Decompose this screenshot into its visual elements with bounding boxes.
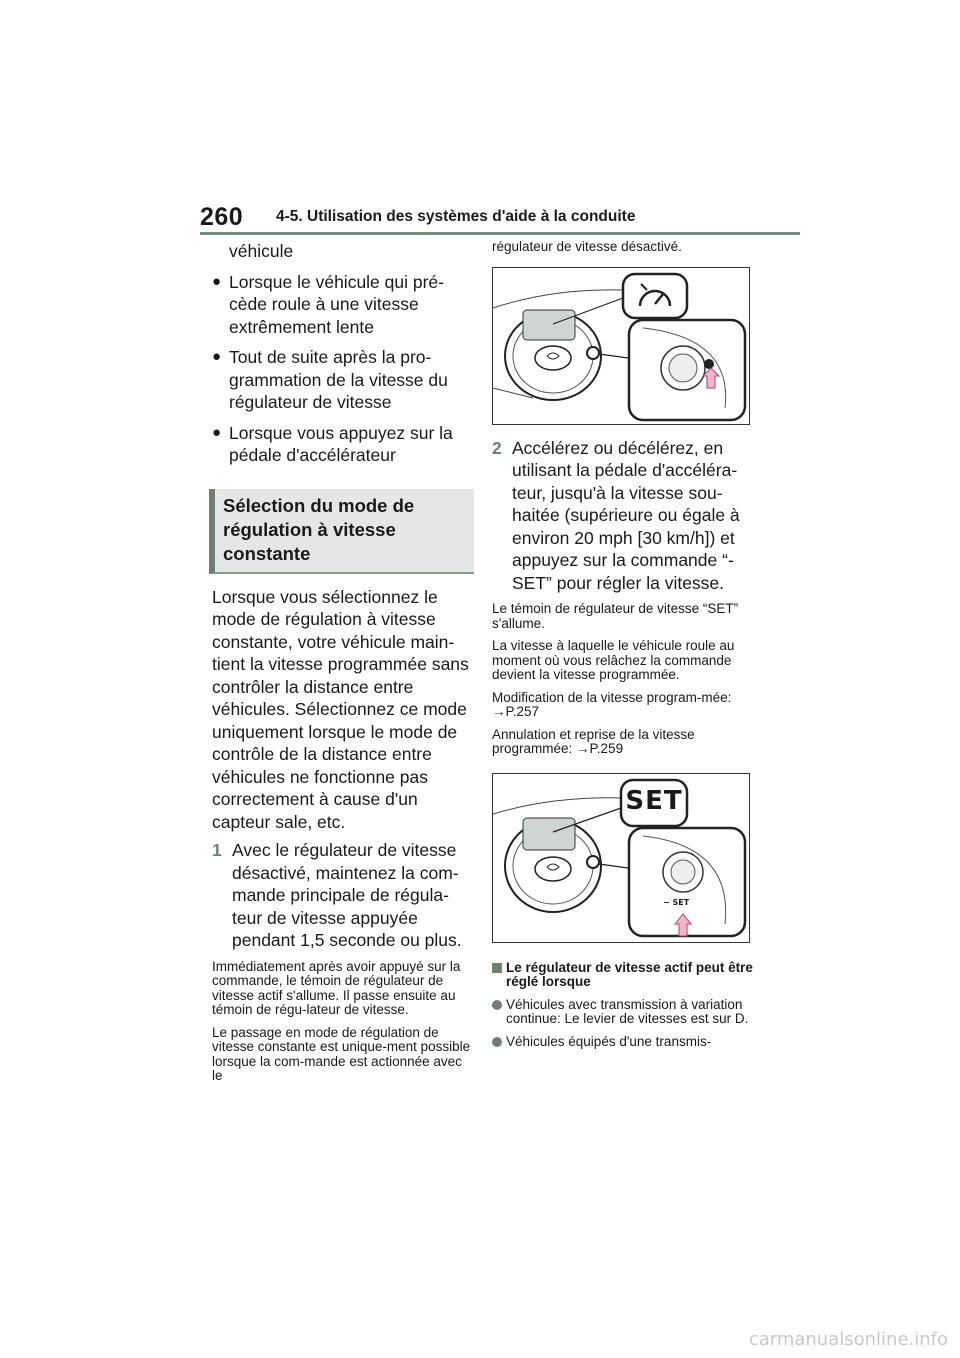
left-column [212,240,474,1092]
step-2 [492,437,760,595]
bullet-icon: ● [212,272,222,290]
step-text: Avec le régulateur de vitesse désactivé, maintenez la com-mande principale de régula-teur de vitesse appuyée pendant 1,5 seconde ou plus. [232,840,462,950]
body-paragraph: Lorsque vous sélectionnez le mode de régulation à vitesse constante, votre véhicule main-tient la vitesse programmée sans contrôler la distance entre véhicules. Sélectionnez ce mode uniquement lorsque le mode de contrôle de la distance entre véhicules ne fonctionne pas correctement à cause d'un capteur sale, etc. [212,586,469,832]
step-number: 2 [492,437,502,458]
bullet-icon: ● [212,348,222,365]
circle-bullet-icon [492,1037,502,1047]
note-paragraph: Le témoin de régulateur de vitesse “SET” s'allume. [492,601,739,631]
circle-bullet-icon [492,1000,502,1010]
note-paragraph: Le passage en mode de régulation de vitesse constante est unique-ment possible lorsque la com-mande est actionnée avec le [212,1024,471,1083]
right-column [492,240,760,1057]
sub-heading [492,961,760,990]
section-title: 4-5. Utilisation des systèmes d'aide à la conduite [276,208,636,225]
continued-text: véhicule [229,241,294,261]
step-1 [212,839,474,952]
square-bullet-icon [492,963,502,973]
figure-illustration [493,268,749,424]
section-heading: Sélection du mode de régulation à vitesse constante [209,489,474,574]
list-item-text: Véhicules avec transmission à variation continue: Le levier de vitesses est sur D. [506,996,749,1026]
list-item-text: Lorsque le véhicule qui pré-cède roule à une vitesse extrêmement lente [229,271,444,337]
header-divider [200,232,800,235]
page-number: 260 [200,203,244,231]
note-paragraph: Immédiatement après avoir appuyé sur la commande, le témoin de régulateur de vitesse actif s'allume. Il passe ensuite au témoin de régu-lateur de vitesse. [212,958,461,1017]
set-switch-small-label: − SET [663,897,690,907]
list-item [492,998,760,1027]
list-item [212,422,474,467]
list-item-text: Véhicules équipés d'une transmis- [506,1033,712,1049]
cross-reference: Annulation et reprise de la vitesse programmée: →P.259 [492,726,695,756]
list-item-text: Lorsque vous appuyez sur la pédale d'accélérateur [229,422,453,465]
set-switch-label: SET [625,785,683,816]
steering-wheel-set-switch-figure [492,773,750,943]
step-number: 1 [212,840,222,860]
steering-wheel-cruise-main-switch-figure [492,267,750,425]
list-item [212,346,474,414]
cross-reference: Modification de la vitesse program-mée: →P.257 [492,689,732,719]
list-item-text: Tout de suite après la pro-grammation de la vitesse du régulateur de vitesse [229,347,448,412]
watermark: carmanualsonline.info [748,1329,948,1350]
note-paragraph: La vitesse à laquelle le véhicule roule au moment où vous relâchez la commande devient la vitesse programmée. [492,638,735,682]
bullet-icon: ● [212,423,222,441]
list-item [212,271,474,339]
continued-text: régulateur de vitesse désactivé. [492,239,682,254]
step-text: Accélérez ou décélérez, en utilisant la pédale d'accéléra-teur, jusqu'à la vitesse sou-haitée (supérieure ou égale à environ 20 mph [30 km/h]) et appuyez sur la commande “-SET” pour régler la vitesse. [512,437,740,593]
list-item [492,1035,760,1050]
sub-heading-text: Le régulateur de vitesse actif peut être réglé lorsque [506,959,753,989]
